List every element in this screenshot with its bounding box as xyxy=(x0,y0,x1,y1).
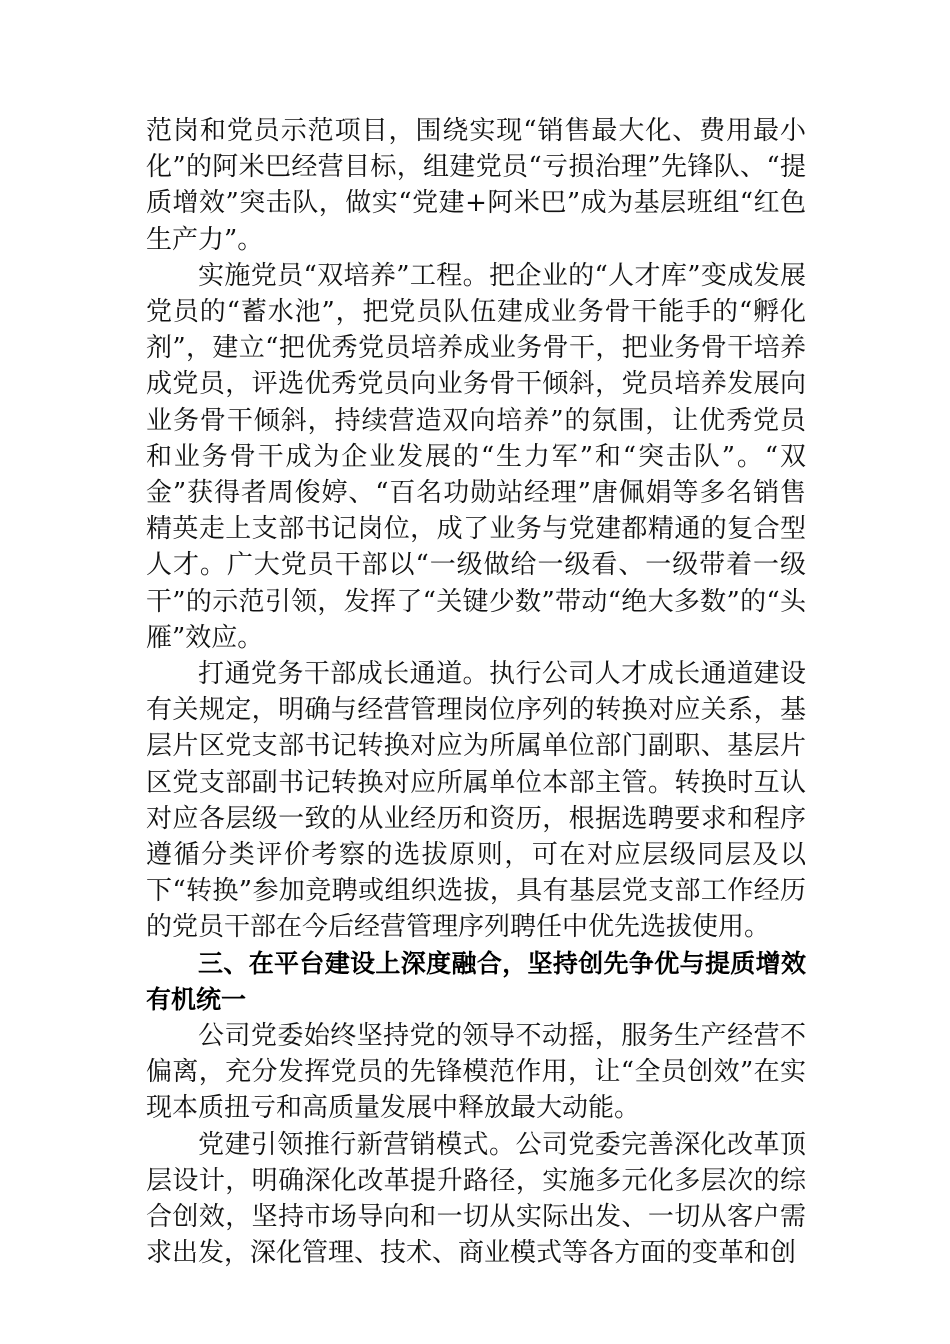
document-body xyxy=(146,113,806,1272)
paragraph-continuation: 范岗和党员示范项目，围绕实现“销售最大化、费用最小化”的阿米巴经营目标，组建党员“亏损治理”先锋队、“提质增效”突击队，做实“党建+阿米巴”成为基层班组“红色生产力”。 xyxy=(146,116,806,255)
paragraph-party-leadership: 公司党委始终坚持党的领导不动摇，服务生产经营不偏离，充分发挥党员的先锋模范作用，让“全员创效”在实现本质扭亏和高质量发展中释放最大动能。 xyxy=(146,1021,806,1124)
section-heading-3: 三、在平台建设上深度融合，坚持创先争优与提质增效有机统一 xyxy=(146,948,806,1014)
paragraph-marketing-model: 党建引领推行新营销模式。公司党委完善深化改革顶层设计，明确深化改革提升路径，实施多元化多层次的综合创效，坚持市场导向和一切从实际出发、一切从客户需求出发，深化管理、技术、商业模式等各方面的变革和创 xyxy=(146,1129,806,1269)
paragraph-career-channel: 打通党务干部成长通道。执行公司人才成长通道建设有关规定，明确与经营管理岗位序列的转换对应关系，基层片区党支部书记转换对应为所属单位部门副职、基层片区党支部副书记转换对应所属单位本部主管。转换时互认对应各层级一致的从业经历和资历，根据选聘要求和程序遵循分类评价考察的选拔原则，可在对应层级同层及以下“转换”参加竞聘或组织选拔，具有基层党支部工作经历的党员干部在今后经营管理序列聘任中优先选拔使用。 xyxy=(146,659,806,943)
paragraph-dual-cultivation: 实施党员“双培养”工程。把企业的“人才库”变成发展党员的“蓄水池”，把党员队伍建成业务骨干能手的“孵化剂”，建立“把优秀党员培养成业务骨干，把业务骨干培养成党员，评选优秀党员向业务骨干倾斜，党员培养发展向业务骨干倾斜，持续营造双向培养”的氛围，让优秀党员和业务骨干成为企业发展的“生力军”和“突击队”。“双金”获得者周俊婷、“百名功勋站经理”唐佩娟等多名销售精英走上支部书记岗位，成了业务与党建都精通的复合型人才。广大党员干部以“一级做给一级看、一级带着一级干”的示范引领，发挥了“关键少数”带动“绝大多数”的“头雁”效应。 xyxy=(146,260,806,653)
